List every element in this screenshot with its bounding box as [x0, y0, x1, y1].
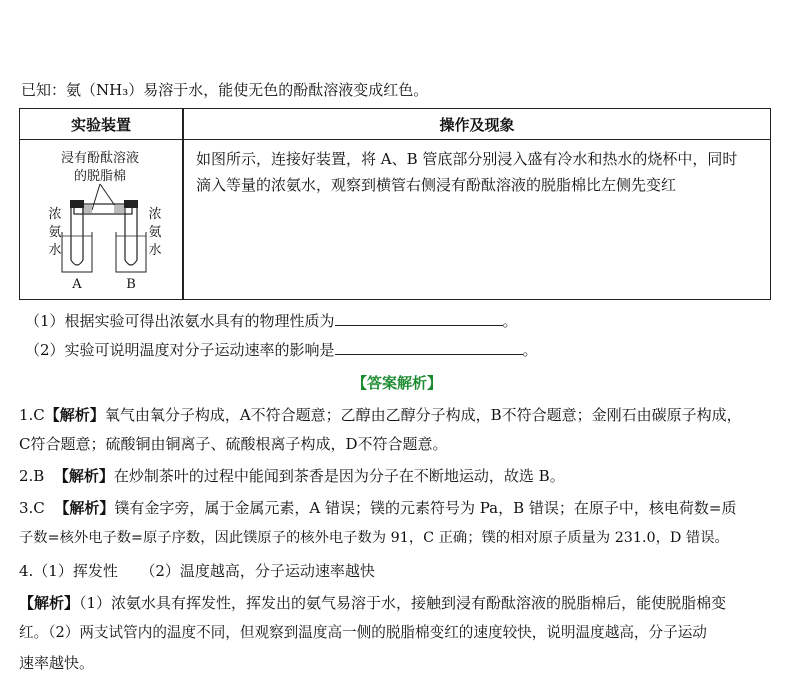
answer-4-line: 4.（1）挥发性 （2）温度越高，分子运动速率越快 [19, 562, 375, 580]
operation-line-1: 如图所示，连接好装置，将 A、B 管底部分别浸入盛有冷水和热水的烧杯中，同时 [196, 150, 738, 168]
answer-3-number: 3.C [19, 499, 45, 517]
cotton-right [114, 205, 124, 213]
stopper-a [70, 200, 84, 208]
apparatus-diagram [20, 140, 180, 300]
answer-1-line-2: C符合题意；硫酸铜由铜离子、硫酸根离子构成，D不符合题意。 [19, 435, 448, 453]
header-operation: 操作及现象 [439, 116, 515, 134]
question-2-end: 。 [522, 341, 538, 359]
answer-4-explanation-line-3: 速率越快。 [19, 654, 95, 672]
left-label-1: 浓 [48, 207, 62, 222]
known-statement: 已知：氨（NH₃）易溶于水，能使无色的酚酞溶液变成红色。 [21, 81, 429, 99]
answer-3-line-2: 子数=核外电子数=原子序数，因此镤原子的核外电子数为 91，C 正确；镤的相对原子质量为 231.0，D 错误。 [19, 530, 729, 546]
answer-1-tag: 【解析】 [44, 406, 105, 424]
right-label-1: 浓 [148, 207, 162, 222]
answer-4-explanation-line-1 [19, 593, 726, 613]
question-2-blank[interactable] [335, 340, 523, 355]
left-label-2: 氨 [48, 225, 62, 240]
stopper-b [124, 200, 138, 208]
answer-4-text-1: （1）浓氨水具有挥发性，挥发出的氨气易溶于水，接触到浸有酚酞溶液的脱脂棉后，能使脱脂棉变 [79, 594, 727, 612]
label-cotton-line2: 的脱脂棉 [73, 169, 127, 184]
question-1-end: 。 [502, 312, 518, 330]
answer-2-number: 2.B [19, 467, 45, 485]
answer-1-line-1 [19, 405, 742, 425]
question-2 [25, 340, 538, 360]
experiment-table [19, 108, 771, 300]
tube-b-label: B [126, 277, 136, 292]
answer-1-number: 1.C [19, 406, 45, 424]
tube-a-label: A [72, 277, 82, 292]
answer-2-text: 在炒制茶叶的过程中能闻到茶香是因为分子在不断地运动，故选 B。 [113, 467, 565, 485]
test-tube-b [125, 208, 137, 265]
answer-2-tag: 【解析】 [53, 467, 114, 485]
pointer-line-left [92, 184, 100, 210]
question-1-blank[interactable] [335, 311, 503, 326]
test-tube-a [71, 208, 83, 265]
operation-line-2: 滴入等量的浓氨水，观察到横管右侧浸有酚酞溶液的脱脂棉比左侧先变红 [196, 176, 677, 194]
answer-3-line-1 [19, 498, 736, 518]
label-cotton-line1: 浸有酚酞溶液 [60, 151, 140, 166]
question-1 [25, 311, 518, 331]
question-2-text: （2）实验可说明温度对分子运动速率的影响是 [25, 341, 335, 359]
left-label-3: 水 [48, 243, 62, 258]
header-apparatus: 实验装置 [70, 116, 131, 134]
beaker-a [62, 232, 92, 272]
answer-1-text-1: 氧气由氧分子构成，A不符合题意；乙醇由乙醇分子构成，B不符合题意；金刚石由碳原子构成， [104, 406, 742, 424]
beaker-b [116, 232, 146, 272]
answer-3-tag: 【解析】 [54, 499, 115, 517]
answer-4-tag: 【解析】 [19, 594, 80, 612]
operation-text [196, 146, 766, 198]
right-label-2: 氨 [148, 225, 162, 240]
question-1-text: （1）根据实验可得出浓氨水具有的物理性质为 [25, 312, 335, 330]
right-label-3: 水 [148, 243, 162, 258]
answer-4-explanation-line-2: 红。（2）两支试管内的温度不同，但观察到温度高一侧的脱脂棉变红的速度较快，说明温度越高，分子运动 [19, 624, 707, 641]
table-column-divider [182, 109, 184, 299]
answer-3-text-1: 镤有金字旁，属于金属元素，A 错误；镤的元素符号为 Pa，B 错误；在原子中，核电荷数=质 [114, 499, 737, 517]
answer-2-line [19, 466, 565, 486]
answer-section-title: 【答案解析】 [351, 374, 442, 392]
